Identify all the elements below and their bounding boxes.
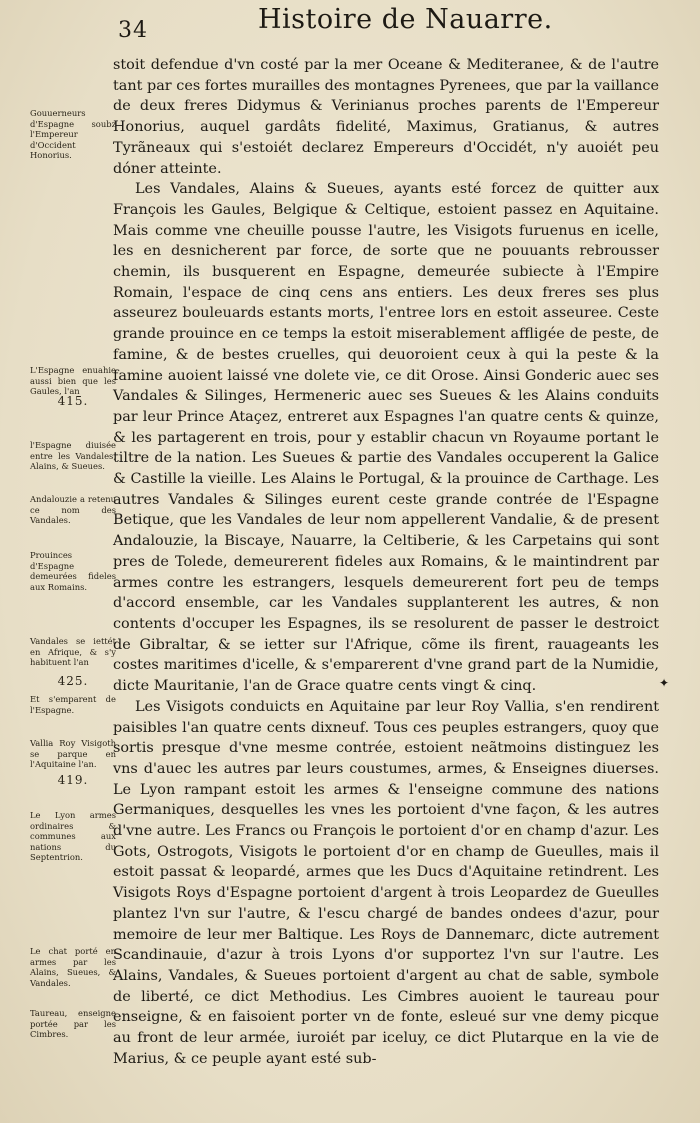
page-number: 34	[118, 18, 148, 43]
paragraph-continuation: stoit defendue d'vn costé par la mer Oceane & Mediteranee, & de l'autre tant par ces fortes murailles des montagnes Pyrenees, que par la vaillance de deux freres Didymus & Verinianus proches parents de l'Empereur Honorius, auquel gardâts fidelité, Maximus, Gratianus, & autres Tyrãneaux qui s'estoiét declarez Empereurs d'Occidét, n'y auoiét peu dóner atteinte.	[113, 57, 659, 177]
margin-note-espagne-enuahie: L'Espagne enuahie aussi bien que les Gaules, l'an	[30, 365, 116, 396]
margin-note-taureau: Taureau, enseigne portée par les Cimbres.	[30, 1008, 116, 1039]
page-header	[118, 4, 678, 44]
paragraph-vandales: Les Vandales, Alains & Sueues, ayants esté forcez de quitter aux François les Gaules, Belgique & Celtique, estoient passez en Aquitaine. Mais comme vne cheuille pousse l'autre, les Visigots furuenus en icelle, les en desnicherent par force, de sorte que ne pouuants rebrousser chemin, ils busquerent en Espagne, demeurée subiecte à l'Empire Romain, l'espace de cinq cens ans entiers. Les deux freres ses plus asseurez bouleuards estants morts, l'entree lors en estoit asseuree. Ceste grande prouince en ce temps la estoit miserablement affligée de peste, de famine, & de bestes cruelles, qui deuoroient ceux à qui la peste & la famine auoient laissé vne dolete vie, ce dit Orose. Ainsi Gonderic auec ses Vandales & Silinges, Hermeneric auec ses Sueues & les Alains conduits par leur Prince Ataçez, entreret aux Espagnes l'an quatre cents & quinze, & les partagerent en trois, pour y establir chacun vn Royaume portant le tiltre de la nation. Les Sueues & partie des Vandales occuperent la Galice & Castille la vieille. Les Alains le Portugal, & la prouince de Carthage. Les autres Vandales & Silinges eurent ceste grande contrée de l'Espagne Betique, que les Vandales de leur nom appellerent Vandalie, & de present Andalouzie, la Biscaye, Nauarre, la Celtiberie, & les Carpetains qui sont pres de Tolede, demeurerent fideles aux Romains, & le maintindrent par armes contre les estrangers, lesquels demeurerent fort peu de temps d'accord ensemble, car les Vandales supplanterent les autres, & non contents d'occuper les Espagnes, ils se resolurent de passer le destroict de Gibraltar, & se ietter sur l'Afrique, cõme ils firent, rauageants les costes maritimes d'icelle, & s'emparerent d'vne grand part de la Numidie, dicte Mauritanie, l'an de Grace quatre cents vingt & cinq.	[113, 181, 659, 695]
fleuron-ornament-icon: ✦	[659, 676, 670, 690]
margin-note-year-425: 425.	[57, 674, 89, 688]
paragraph-visigots: Les Visigots conduicts en Aquitaine par leur Roy Vallia, s'en rendirent paisibles l'an quatre cents dixneuf. Tous ces peuples estrangers, quoy que sortis presque d'vne mesme contrée, estoient neãtmoins distinguez les vns d'auec les autres par leurs coustumes, armes, & Enseignes diuerses. Le Lyon rampant estoit les armes & l'enseigne commune des nations Germaniques, desquelles les vnes les portoient d'vne façon, & les autres d'vne autre. Les Francs ou François le portoient d'or en champ d'azur. Les Gots, Ostrogots, Visigots le portoient d'or en champ de Gueulles, mais il estoit passat & leopardé, armes que les Ducs d'Aquitaine retindrent. Les Visigots Roys d'Espagne portoient d'argent à trois Leopardez de Gueulles plantez l'vn sur l'autre, & l'escu chargé de bandes ondees d'azur, pour memoire de leur mer Baltique. Les Roys de Dannemarc, dicte autrement Scandinauie, d'azur à trois Lyons d'or supportez l'vn sur l'autre. Les Alains, Vandales, & Sueues portoient d'argent au chat de sable, symbole de liberté, ce dict Methodius. Les Cimbres auoient le taureau pour enseigne, & en faisoient porter vn de fonte, esleué sur vne demy picque au front de leur armée, iuroiét par iceluy, ce dict Plutarque en la vie de Marius, & ce peuple ayant esté sub-	[113, 698, 659, 1067]
running-title: Histoire de Nauarre.	[258, 4, 553, 35]
margin-note-espagne-diuisee: l'Espagne diuisée entre les Vandales, Alains, & Sueues.	[30, 440, 116, 471]
margin-note-gouuerneurs: Gouuerneurs d'Espagne soubz l'Empereur d'Occident Honorius.	[30, 108, 116, 160]
margin-note-vallia: Vallia Roy Visigoth se parque en l'Aquitaine l'an.	[30, 738, 116, 769]
margin-note-emparent: Et s'emparent de l'Espagne.	[30, 694, 116, 715]
margin-note-year-419: 419.	[57, 773, 89, 787]
margin-notes	[30, 0, 120, 1123]
margin-note-lyon-armes: Le Lyon armes ordinaires & communes aux nations du Septentrion.	[30, 810, 116, 862]
margin-note-andalouzie: Andalouzie a retenu ce nom des Vandales.	[30, 494, 116, 525]
margin-note-vandales-afrique: Vandales se iettét en Afrique, & s'y habituent l'an	[30, 636, 116, 667]
margin-note-chat: Le chat porté en armes par les Alains, Sueues, & Vandales.	[30, 946, 116, 988]
main-text	[113, 55, 659, 1069]
margin-note-year-415: 415.	[57, 394, 89, 408]
margin-note-prouinces-fideles: Prouinces d'Espagne demeurées fideles aux Romains.	[30, 550, 116, 592]
